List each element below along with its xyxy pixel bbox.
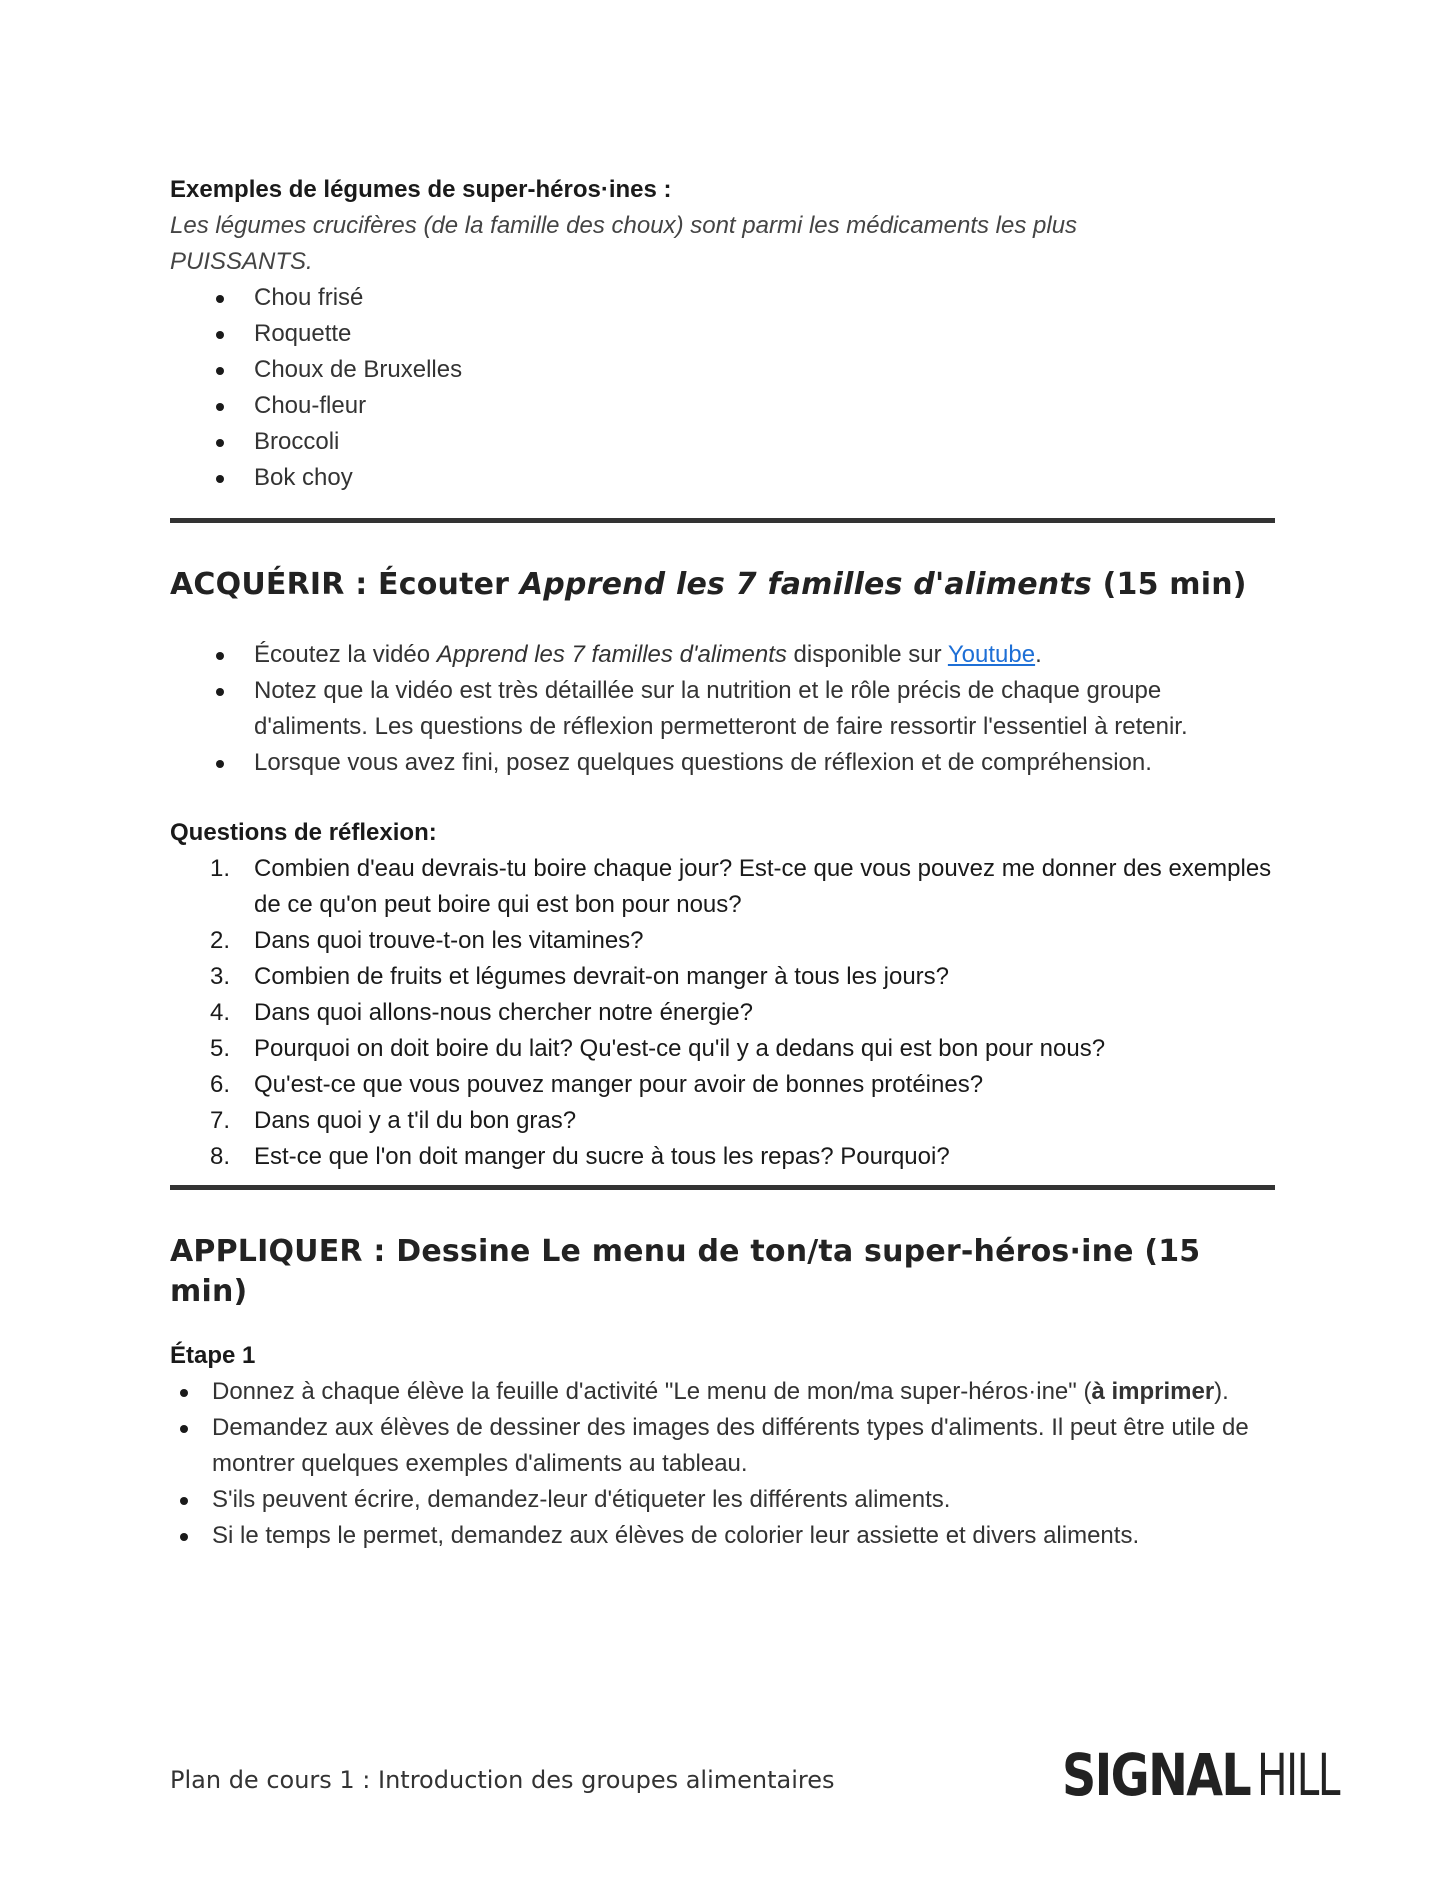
- questions-heading: Questions de réflexion:: [170, 819, 437, 846]
- page-content: [170, 172, 1275, 1554]
- vegetable-list: [170, 280, 1275, 496]
- acquerir-item-text: .: [1035, 641, 1042, 668]
- examples-intro: Les légumes crucifères (de la famille des choux) sont parmi les médicaments les plus PUISSANTS.: [170, 212, 1078, 275]
- appliquer-item-text: ).: [1214, 1378, 1229, 1405]
- question-item: Pourquoi on doit boire du lait? Qu'est-ce qu'il y a dedans qui est bon pour nous?: [254, 1035, 1106, 1062]
- acquerir-item: Lorsque vous avez fini, posez quelques questions de réflexion et de compréhension.: [254, 745, 1275, 781]
- question-item: Qu'est-ce que vous pouvez manger pour avoir de bonnes protéines?: [254, 1071, 984, 1098]
- acquerir-heading: [170, 565, 1275, 605]
- question-item: Dans quoi trouve-t-on les vitamines?: [254, 927, 644, 954]
- appliquer-list: [170, 1374, 1275, 1554]
- vegetable-item: Chou frisé: [254, 280, 1275, 316]
- video-title: Apprend les 7 familles d'aliments: [436, 641, 787, 668]
- vegetable-item: Broccoli: [254, 424, 1275, 460]
- appliquer-item: Si le temps le permet, demandez aux élèves de colorier leur assiette et divers aliments.: [212, 1518, 1275, 1554]
- footer-text: Plan de cours 1 : Introduction des groupes alimentaires: [170, 1766, 835, 1794]
- appliquer-item-text: Donnez à chaque élève la feuille d'activité "Le menu de mon/ma super-héros·ine" (: [212, 1378, 1092, 1405]
- vegetable-item: Roquette: [254, 316, 1275, 352]
- print-note: à imprimer: [1091, 1378, 1215, 1405]
- acquerir-item: [254, 637, 1275, 673]
- vegetable-item: Chou-fleur: [254, 388, 1275, 424]
- appliquer-item: S'ils peuvent écrire, demandez-leur d'étiqueter les différents aliments.: [212, 1482, 1275, 1518]
- acquerir-item-text: Écoutez la vidéo: [254, 641, 437, 668]
- acquerir-item-text: disponible sur: [786, 641, 948, 668]
- question-list: [170, 851, 1275, 1175]
- acquerir-list: [170, 637, 1275, 781]
- question-item: Combien de fruits et légumes devrait-on manger à tous les jours?: [254, 963, 950, 990]
- acquerir-title-prefix: ACQUÉRIR : Écouter: [170, 567, 520, 602]
- vegetable-item: Bok choy: [254, 460, 1275, 496]
- appliquer-heading: APPLIQUER : Dessine Le menu de ton/ta super-héros·ine (15 min): [170, 1234, 1201, 1309]
- logo-light-part: HILL: [1257, 1741, 1340, 1809]
- question-item: Est-ce que l'on doit manger du sucre à tous les repas? Pourquoi?: [254, 1143, 950, 1170]
- question-item: Dans quoi y a t'il du bon gras?: [254, 1107, 577, 1134]
- acquerir-title-suffix: (15 min): [1091, 567, 1247, 602]
- acquerir-item: Notez que la vidéo est très détaillée sur la nutrition et le rôle précis de chaque groupe d'aliments. Les questions de réflexion permetteront de faire ressortir l'essentiel à retenir.: [254, 673, 1275, 745]
- question-item: Combien d'eau devrais-tu boire chaque jour? Est-ce que vous pouvez me donner des exemples de ce qu'on peut boire qui est bon pour nous?: [254, 855, 1272, 918]
- acquerir-title-em: Apprend les 7 familles d'aliments: [519, 567, 1092, 602]
- step-heading: Étape 1: [170, 1342, 256, 1369]
- logo-bold-part: SIGNAL: [1062, 1741, 1251, 1809]
- youtube-link[interactable]: Youtube: [947, 641, 1036, 668]
- vegetable-item: Choux de Bruxelles: [254, 352, 1275, 388]
- signalhill-logo: [1062, 1740, 1340, 1810]
- section-divider: [170, 518, 1275, 523]
- question-item: Dans quoi allons-nous chercher notre énergie?: [254, 999, 753, 1026]
- section-divider: [170, 1185, 1275, 1190]
- appliquer-item: [212, 1374, 1275, 1410]
- appliquer-item: Demandez aux élèves de dessiner des images des différents types d'aliments. Il peut être utile de montrer quelques exemples d'aliments au tableau.: [212, 1410, 1275, 1482]
- examples-heading: Exemples de légumes de super-héros·ines :: [170, 176, 672, 203]
